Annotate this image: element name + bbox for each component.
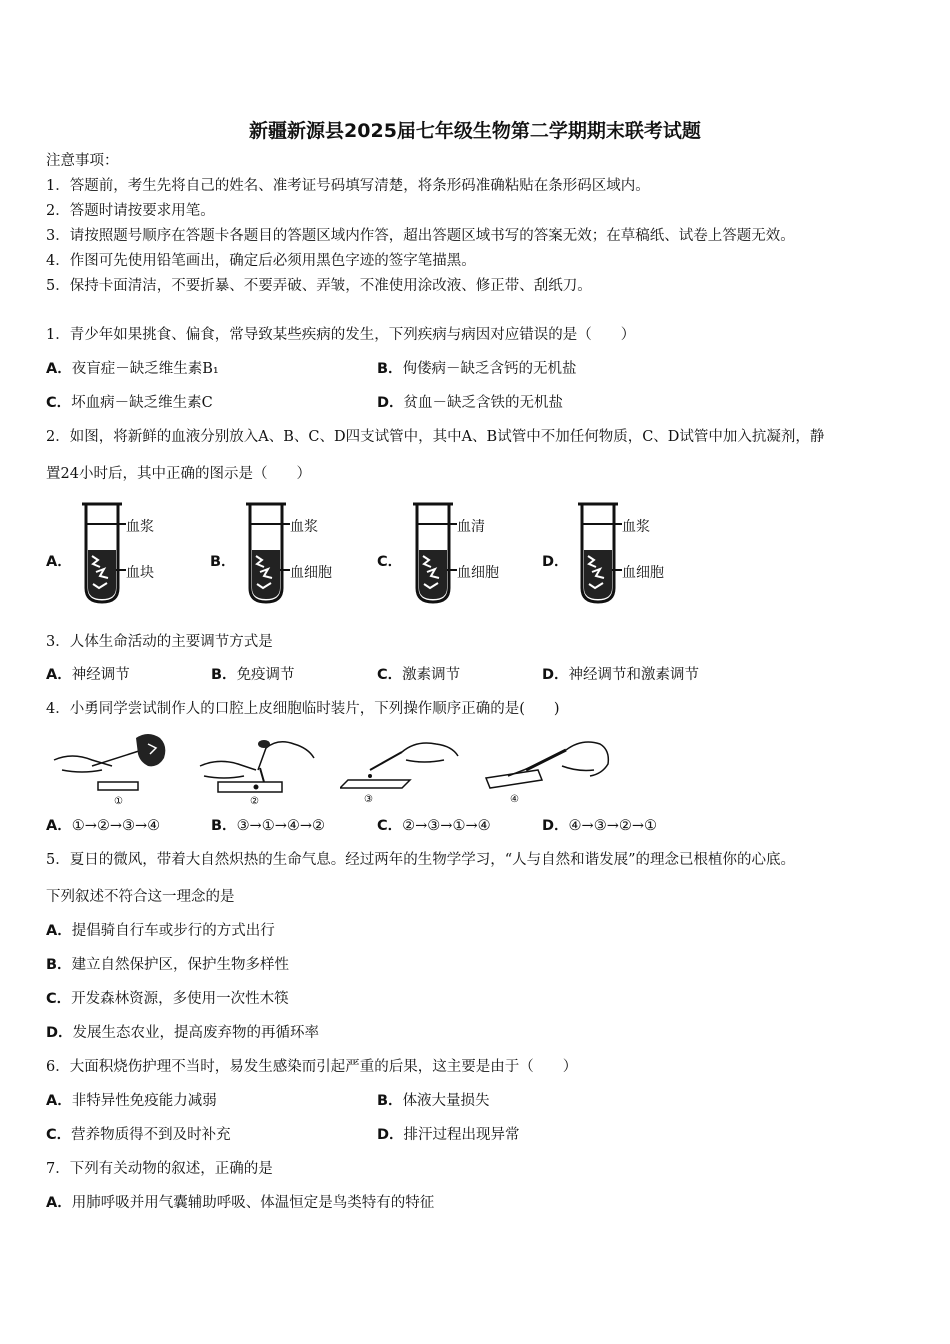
q1-option-c[interactable]: [46, 396, 213, 411]
step-number: ③: [364, 794, 373, 805]
option-text: 开发森林资源，多使用一次性木筷: [71, 991, 289, 1007]
q6-option-b[interactable]: [377, 1094, 490, 1109]
option-label: B．: [211, 667, 237, 683]
q4-option-b[interactable]: [211, 819, 325, 834]
notice-item: 1．答题前，考生先将自己的姓名、准考证号码填写清楚，将条形码准确粘贴在条形码区域内。: [46, 178, 650, 194]
q6-option-a[interactable]: [46, 1094, 217, 1109]
option-label: C．: [377, 667, 403, 683]
q5-option-c[interactable]: [46, 992, 289, 1007]
option-label: A．: [46, 1093, 72, 1109]
q5-option-b[interactable]: [46, 958, 289, 973]
option-text: 排汗过程出现异常: [403, 1127, 520, 1143]
notice-heading: 注意事项：: [46, 153, 119, 169]
notice-item: 4．作图可先使用铅笔画出，确定后必须用黑色字迹的签字笔描黑。: [46, 253, 476, 269]
q2-stem-line2: 置24小时后，其中正确的图示是（ ）: [46, 466, 311, 482]
q7-option-a[interactable]: [46, 1196, 434, 1211]
tube-bottom-label: 血细胞: [290, 565, 332, 581]
option-text: ②→③→①→④: [402, 818, 491, 834]
tube-option-c[interactable]: [377, 498, 537, 610]
option-label: D．: [46, 1025, 73, 1041]
smear-slide-icon: [198, 730, 318, 806]
step-4-illustration: [482, 730, 612, 810]
option-label: C．: [46, 395, 72, 411]
option-text: 激素调节: [402, 667, 461, 683]
option-text: 神经调节和激素调节: [568, 667, 700, 683]
option-label: A．: [46, 818, 72, 834]
q2-stem-line1: 2．如图，将新鲜的血液分别放入A、B、C、D四支试管中，其中A、B试管中不加任何物质，C、D试管中加入抗凝剂，静: [46, 429, 825, 445]
option-label: D．: [377, 395, 404, 411]
test-tube-c-icon: [413, 498, 457, 608]
q1-option-d[interactable]: [377, 396, 563, 411]
option-label: C．: [377, 818, 403, 834]
option-text: ①→②→③→④: [71, 818, 161, 834]
step-1-illustration: [52, 730, 172, 810]
option-label: A．: [46, 554, 72, 570]
option-text: ④→③→②→①: [568, 818, 657, 834]
q6-option-c[interactable]: [46, 1128, 231, 1143]
q7-stem: 7．下列有关动物的叙述，正确的是: [46, 1161, 273, 1177]
step-number: ②: [250, 796, 259, 806]
option-text: 体液大量损失: [402, 1093, 490, 1109]
q3-option-c[interactable]: [377, 668, 460, 683]
q4-option-d[interactable]: [542, 819, 657, 834]
step-3-illustration: [340, 730, 460, 810]
step-2-illustration: [198, 730, 318, 810]
option-text: 免疫调节: [236, 667, 295, 683]
option-label: D．: [542, 554, 569, 570]
tube-top-label: 血浆: [622, 519, 650, 535]
option-label: C．: [46, 1127, 72, 1143]
option-text: 夜盲症－缺乏维生素B₁: [71, 361, 219, 377]
option-text: 非特异性免疫能力减弱: [71, 1093, 217, 1109]
test-tube-b-icon: [246, 498, 290, 608]
option-label: B．: [211, 818, 237, 834]
q6-stem: 6．大面积烧伤护理不当时，易发生感染而引起严重的后果，这主要是由于（ ）: [46, 1059, 578, 1075]
notice-item: 2．答题时请按要求用笔。: [46, 203, 215, 219]
option-label: A．: [46, 923, 72, 939]
tube-option-b[interactable]: [210, 498, 370, 610]
q3-stem: 3．人体生命活动的主要调节方式是: [46, 634, 273, 650]
option-label: D．: [542, 818, 569, 834]
q5-option-d[interactable]: [46, 1026, 319, 1041]
q3-option-d[interactable]: [542, 668, 699, 683]
option-text: 贫血－缺乏含铁的无机盐: [403, 395, 564, 411]
option-label: D．: [542, 667, 569, 683]
q4-option-a[interactable]: [46, 819, 160, 834]
q5-stem-line2: 下列叙述不符合这一理念的是: [46, 889, 235, 905]
q5-option-a[interactable]: [46, 924, 275, 939]
option-label: B．: [377, 361, 403, 377]
option-text: 发展生态农业，提高废弃物的再循环率: [72, 1025, 320, 1041]
q3-option-b[interactable]: [211, 668, 295, 683]
step-number: ①: [114, 796, 123, 806]
tube-top-label: 血浆: [290, 519, 318, 535]
tube-bottom-label: 血细胞: [457, 565, 499, 581]
option-label: C．: [377, 554, 403, 570]
test-tube-d-icon: [578, 498, 622, 608]
option-text: 坏血病－缺乏维生素C: [71, 395, 213, 411]
option-label: B．: [377, 1093, 403, 1109]
tube-top-label: 血清: [457, 519, 485, 535]
q1-option-a[interactable]: [46, 362, 219, 377]
page-title: 新疆新源县2025届七年级生物第二学期期末联考试题: [249, 120, 701, 142]
option-label: C．: [46, 991, 72, 1007]
q3-option-a[interactable]: [46, 668, 130, 683]
option-text: 用肺呼吸并用气囊辅助呼吸、体温恒定是鸟类特有的特征: [71, 1195, 435, 1211]
option-text: 神经调节: [71, 667, 130, 683]
tube-option-a[interactable]: [46, 498, 206, 610]
tube-top-label: 血浆: [126, 519, 154, 535]
tube-bottom-label: 血块: [126, 565, 154, 581]
mouth-swab-icon: [52, 730, 172, 806]
q1-stem: 1．青少年如果挑食、偏食，常导致某些疾病的发生，下列疾病与病因对应错误的是（ ）: [46, 327, 636, 343]
dropper-icon: [340, 730, 460, 806]
tube-option-d[interactable]: [542, 498, 702, 610]
q4-option-c[interactable]: [377, 819, 491, 834]
option-label: B．: [210, 554, 236, 570]
option-label: A．: [46, 1195, 72, 1211]
option-text: 建立自然保护区，保护生物多样性: [71, 957, 290, 973]
test-tube-a-icon: [82, 498, 126, 608]
option-text: ③→①→④→②: [236, 818, 326, 834]
option-label: A．: [46, 361, 72, 377]
q1-option-b[interactable]: [377, 362, 577, 377]
notice-item: 5．保持卡面清洁，不要折暴、不要弄破、弄皱，不准使用涂改液、修正带、刮纸刀。: [46, 278, 592, 294]
option-label: B．: [46, 957, 72, 973]
option-text: 佝偻病－缺乏含钙的无机盐: [402, 361, 577, 377]
notice-item: 3．请按照题号顺序在答题卡各题目的答题区域内作答，超出答题区域书写的答案无效；在草稿纸、试卷上答题无效。: [46, 228, 795, 244]
option-text: 营养物质得不到及时补充: [71, 1127, 231, 1143]
option-label: A．: [46, 667, 72, 683]
coverslip-icon: [482, 730, 612, 806]
option-label: D．: [377, 1127, 404, 1143]
q5-stem-line1: 5．夏日的微风，带着大自然炽热的生命气息。经过两年的生物学学习，“人与自然和谐发展”的理念已根植你的心底。: [46, 852, 796, 868]
q6-option-d[interactable]: [377, 1128, 520, 1143]
option-text: 提倡骑自行车或步行的方式出行: [71, 923, 275, 939]
q4-stem: 4．小勇同学尝试制作人的口腔上皮细胞临时装片，下列操作顺序正确的是( ): [46, 701, 560, 717]
tube-bottom-label: 血细胞: [622, 565, 664, 581]
step-number: ④: [510, 794, 519, 805]
